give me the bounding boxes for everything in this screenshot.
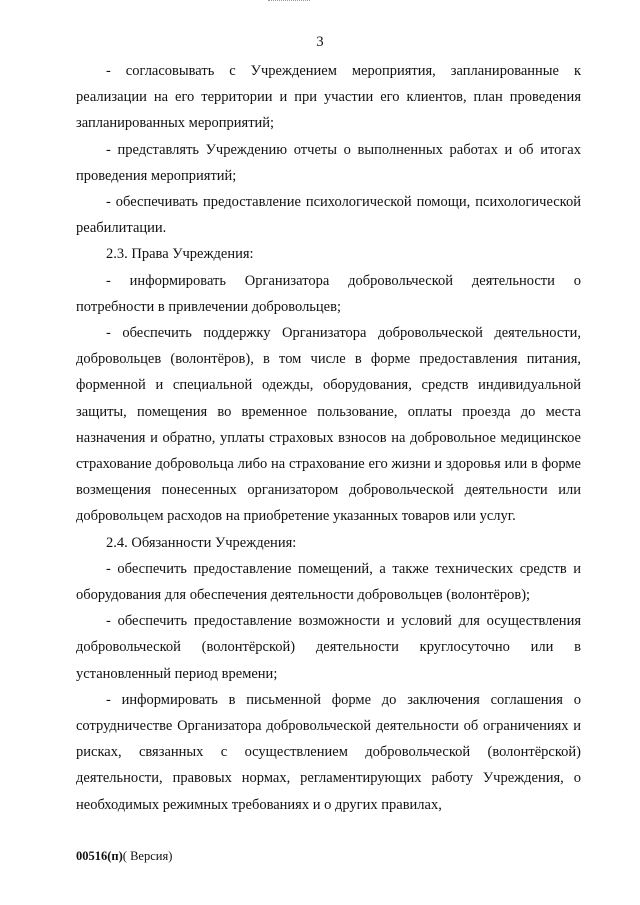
section-heading: 2.3. Права Учреждения: <box>106 246 254 263</box>
paragraph: - обеспечить предоставление возможности и условий для осуществления добровольческой (волонтёрской) деятельности круглосуточно или в установленный период времени; <box>76 613 581 682</box>
document-version: ( Версия) <box>122 849 173 863</box>
paragraph: - обеспечить предоставление помещений, а также технических средств и оборудования для обеспечения деятельности добровольцев (волонтёров); <box>76 560 581 604</box>
section-heading: 2.4. Обязанности Учреждения: <box>106 534 297 551</box>
document-body <box>76 58 581 818</box>
document-code: 00516(п) <box>76 849 123 863</box>
paragraph: - информировать в письменной форме до заключения соглашения о сотрудничестве Организатора добровольческой деятельности об ограничениях и рисках, связанных с осуществлением добровольческой (волонтёрской) деятельности, правовых нормах, регламентирующих работу Учреждения, о необходимых режимных требованиях и о других правилах, <box>76 691 581 813</box>
paragraph: - обеспечивать предоставление психологической помощи, психологической реабилитации. <box>76 194 581 237</box>
paragraph: - информировать Организатора добровольческой деятельности о потребности в привлечении добровольцев; <box>76 272 581 315</box>
paragraph: - представлять Учреждению отчеты о выполненных работах и об итогах проведения мероприятий; <box>76 141 581 184</box>
paragraph: - согласовывать с Учреждением мероприятия, запланированные к реализации на его территории и при участии его клиентов, план проведения запланированных мероприятий; <box>76 63 581 132</box>
document-footer <box>76 849 172 864</box>
page-number: 3 <box>316 34 324 50</box>
scan-artifact <box>268 0 310 4</box>
paragraph: - обеспечить поддержку Организатора добровольческой деятельности, добровольцев (волонтёров), в том числе в форме предоставления питания, форменной и специальной одежды, оборудования, средств индивидуальной защиты, помещения во временное пользование, оплаты проезда до места назначения и обратно, уплаты страховых взносов на добровольное медицинское страхование добровольца либо на страхование его жизни и здоровья или в форме возмещения понесенных организатором добровольческой деятельности или добровольцем расходов на приобретение указанных товаров или услуг. <box>76 325 581 525</box>
